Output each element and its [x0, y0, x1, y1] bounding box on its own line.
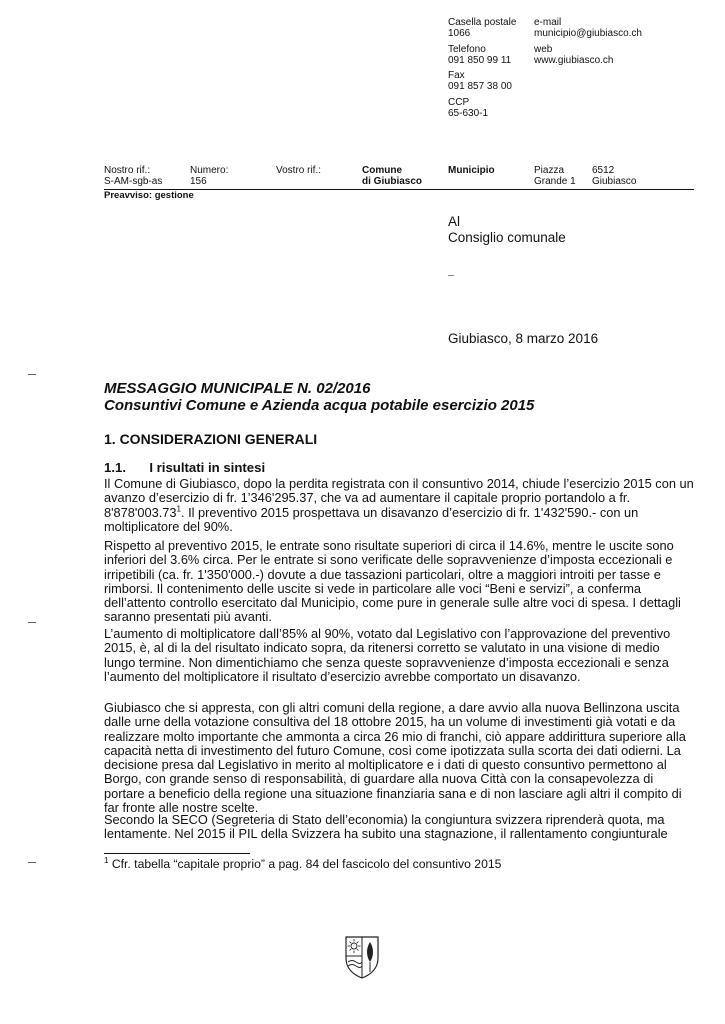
cap-value: 6512 [592, 165, 615, 176]
footnote [104, 857, 694, 871]
web-label: web [534, 44, 553, 55]
preavviso: Preavviso: gestione [104, 190, 194, 201]
numero-label: Numero: [190, 165, 229, 176]
fax-label: Fax [448, 70, 465, 81]
telefono-label: Telefono [448, 44, 486, 55]
ref-citta [592, 165, 636, 187]
contact-telefono [448, 44, 528, 66]
ref-vostro [276, 165, 321, 176]
giubiasco-coat-of-arms-icon [343, 934, 381, 980]
paragraph-5: Secondo la SECO (Segreteria di Stato dell’economia) la congiuntura svizzera riprenderà quota, ma lentamente. Nel 2015 il PIL della Svizzera ha subito una stagnazione, il rallentamento congiunturale [104, 812, 668, 842]
subsection-title: I risultati in sintesi [149, 460, 266, 475]
casella-label: Casella postale [448, 17, 517, 28]
paragraph-3: L’aumento di moltiplicatore dall’85% al 90%, votato dal Legislativo con l’approvazione del preventivo 2015, è, al di la del risultato indicato sopra, da ritenersi corretto se valutato in una visione di medio lungo termine. Non dimentichiamo che senza queste sopravvenienze d’imposta eccezionali e senza l’aumento del moltiplicatore il risultato d’esercizio avrebbe comportato un disavanzo. [104, 626, 671, 684]
contact-casella [448, 17, 528, 39]
subsection-heading [104, 460, 265, 475]
section-heading: 1. CONSIDERAZIONI GENERALI [104, 431, 318, 447]
nostro-label: Nostro rif.: [104, 165, 151, 176]
web-value[interactable]: www.giubiasco.ch [534, 55, 614, 66]
casella-value: 1066 [448, 28, 471, 39]
ref-comune [362, 165, 422, 187]
comune-line1: Comune [362, 165, 402, 176]
municipio-label: Municipio [448, 165, 495, 176]
ref-municipio [448, 165, 495, 176]
citta-value: Giubiasco [592, 176, 637, 187]
fold-mark [28, 862, 36, 863]
footnote-rule [104, 853, 250, 854]
contact-fax [448, 70, 538, 92]
ref-nostro [104, 165, 162, 187]
comune-line2: di Giubiasco [362, 176, 423, 187]
contact-web [534, 44, 664, 66]
piazza-line2: Grande 1 [534, 176, 576, 187]
footnote-mark: 1 [104, 855, 109, 865]
ref-piazza [534, 165, 576, 187]
paragraph-1-text-a: Il Comune di Giubiasco, dopo la perdita registrata con il consuntivo 2014, chiude l’esercizio 2015 con un avanzo d’esercizio di fr. 1’346'295.37, che va ad aumentare il capitale proprio portandolo a fr. 8'878'003.73 [104, 476, 694, 520]
ref-numero [190, 165, 228, 187]
fax-value: 091 857 38 00 [448, 81, 512, 92]
footnote-ref: 1 [176, 504, 181, 514]
recipient-line2: Consiglio comunale [448, 230, 566, 245]
subsection-number: 1.1. [104, 460, 126, 475]
address-mark [448, 275, 454, 276]
footnote-text: Cfr. tabella “capitale proprio” a pag. 84 del fascicolo del consuntivo 2015 [108, 857, 502, 871]
recipient-line1: Al [448, 214, 461, 229]
ccp-label: CCP [448, 97, 470, 108]
ccp-value: 65-630-1 [448, 108, 489, 119]
message-title: MESSAGGIO MUNICIPALE N. 02/2016 [104, 380, 371, 397]
date-line: Giubiasco, 8 marzo 2016 [448, 331, 599, 346]
fold-mark [28, 374, 36, 375]
paragraph-1 [104, 477, 694, 534]
nostro-value: S-AM-sgb-as [104, 176, 163, 187]
email-label: e-mail [534, 17, 562, 28]
piazza-line1: Piazza [534, 165, 565, 176]
numero-value: 156 [190, 176, 207, 187]
message-subtitle: Consuntivi Comune e Azienda acqua potabile esercizio 2015 [104, 397, 535, 414]
recipient-block [448, 214, 566, 246]
fold-mark [28, 622, 36, 623]
paragraph-4: Giubiasco che si appresta, con gli altri comuni della regione, a dare avvio alla nuova Bellinzona uscita dalle urne della votazione consultiva del 18 ottobre 2015, ha un volume di investimenti già votati e da realizzare molto importante che ammonta a circa 26 mio di franchi, ciò appare addirittura superiore alla capacità netta di investimento del futuro Comune, così come ipotizzata sulla scorta dei dati odierni. La decisione presa dal Legislativo in merito al moltiplicatore e i dati di questo consuntivo permettono al Borgo, con grande senso di responsabilità, di guardare alla nuova Città con la consapevolezza di portare a beneficio della regione una situazione finanziaria sana e di non lasciare agli altri il compito di far fronte alle nostre scelte. [104, 700, 686, 816]
telefono-value: 091 850 99 11 [448, 55, 512, 66]
contact-email [534, 17, 664, 39]
email-value[interactable]: municipio@giubiasco.ch [534, 28, 642, 39]
paragraph-1-text-b: . Il preventivo 2015 prospettava un disavanzo d’esercizio di fr. 1'432'590.- con un moltiplicatore del 90%. [104, 504, 639, 534]
contact-ccp [448, 97, 538, 119]
vostro-label: Vostro rif.: [276, 165, 322, 176]
paragraph-2: Rispetto al preventivo 2015, le entrate sono risultate superiori di circa il 14.6%, mentre le uscite sono inferiori del 3.6% circa. Per le entrate si sono verificate delle sopravvenienze d’imposta eccezionali e irripetibili (ca. fr. 1'350'000.-) dovute a due tassazioni particolari, oltre a maggiori introiti per tasse e rimborsi. Il contenimento delle uscite si vede in particolare alle voci “Beni e servizi”, a conferma dell’attento controllo esercitato dal Municipio, come pure in generale sulle altre voci di spesa. I dettagli saranno presentati più avanti. [104, 538, 681, 625]
